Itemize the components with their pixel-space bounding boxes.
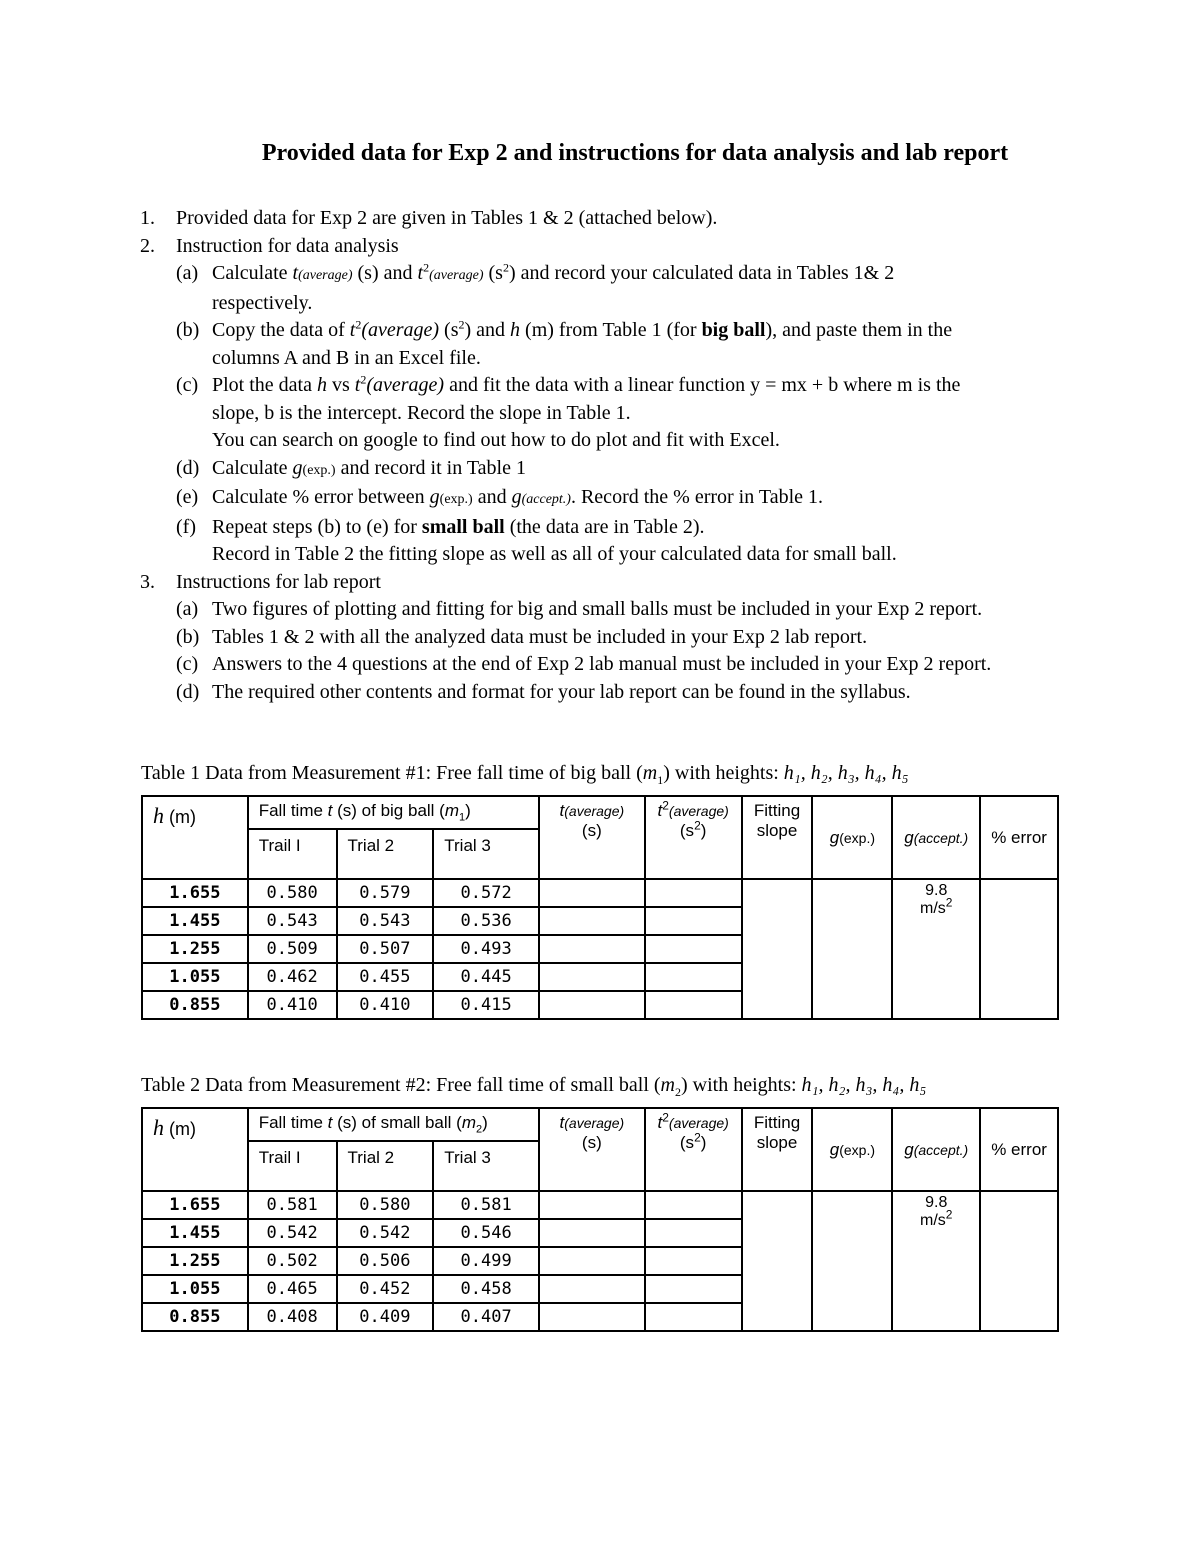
table2-caption: Table 2 Data from Measurement #2: Free fall time of small ball $(m_2)$ with heights: h₁, h₂, h₃, h₄, h₅ — [141, 1074, 927, 1099]
table2-trial-1: Trail I — [248, 1141, 337, 1191]
list-number: 1. — [140, 207, 155, 229]
table2-header-fitting-slope: Fitting slope — [742, 1108, 813, 1191]
empty-cell — [645, 1191, 742, 1219]
empty-cell — [812, 1191, 892, 1331]
table1-header-gaccept: g(accept.) — [892, 796, 980, 879]
sub-item-2c-cont: slope, b is the intercept. Record the slope in Table 1. — [212, 401, 631, 424]
table2-header-gaccept: g(accept.) — [892, 1108, 980, 1191]
empty-cell — [980, 879, 1058, 1019]
empty-cell — [742, 879, 813, 1019]
table1-header-gexp: g(exp.) — [812, 796, 892, 879]
table2-trial-2: Trial 2 — [337, 1141, 434, 1191]
empty-cell — [645, 1303, 742, 1331]
list-text: Provided data for Exp 2 are given in Tables 1 & 2 (attached below). — [176, 207, 718, 229]
empty-cell — [539, 1303, 645, 1331]
table-row: 1.255 0.509 0.507 0.493 — [142, 935, 1058, 963]
empty-cell — [539, 935, 645, 963]
sub-item-2a: (a) Calculate t(average) (s) and $t^2(average)$ $(s^2)$ and record your calculated data in Tables 1& 2 — [176, 260, 895, 284]
table-row: 1.055 0.465 0.452 0.458 — [142, 1275, 1058, 1303]
sub-item-2b: (b) Copy the data of $t^2(average)$ $(s^2)$ and h (m) from Table 1 (for big ball), and paste them in the — [176, 317, 953, 341]
empty-cell — [539, 963, 645, 991]
empty-cell — [812, 879, 892, 1019]
empty-cell — [645, 1247, 742, 1275]
list-text: Instruction for data analysis — [176, 234, 399, 257]
sub-item-2a-cont: respectively. — [212, 291, 313, 314]
sub-item-2f-cont: Record in Table 2 the fitting slope as well as all of your calculated data for small ball. — [212, 543, 897, 565]
table2-header-gexp: g(exp.) — [812, 1108, 892, 1191]
table1-header-h: h (m) — [142, 796, 248, 879]
empty-cell — [645, 991, 742, 1019]
table-row: 0.855 0.410 0.410 0.415 — [142, 991, 1058, 1019]
table1-trial-3: Trial 3 — [433, 829, 539, 879]
table2-gaccept-value: 9.8 $m/s^2$ — [892, 1191, 980, 1331]
table1-caption: Table 1 Data from Measurement #1: Free fall time of big ball $(m_1)$ with heights: h₁, h₂, h₃, h₄, h₅ — [141, 762, 909, 787]
table1-header-falltime: Fall time t (s) of big ball $(m_1)$ — [248, 796, 539, 829]
sub-item-3c: (c) Answers to the 4 questions at the end of Exp 2 lab manual must be included in your Exp 2 report. — [176, 653, 992, 675]
table2-header-falltime: Fall time t (s) of small ball $(m_2)$ — [248, 1108, 539, 1141]
empty-cell — [980, 1191, 1058, 1331]
sub-item-2d: (d) Calculate g(exp.) and record it in Table 1 — [176, 456, 526, 479]
table1-header-t2avg: $t^2(average)$ $(s^2)$ — [645, 796, 742, 879]
table2-header-tavg: t(average) (s) — [539, 1108, 645, 1191]
table-row: 1.455 0.542 0.542 0.546 — [142, 1219, 1058, 1247]
list-text: Instructions for lab report — [176, 570, 381, 593]
empty-cell — [645, 1275, 742, 1303]
empty-cell — [645, 907, 742, 935]
table1-trial-1: Trail I — [248, 829, 337, 879]
table2-header-h: h (m) — [142, 1108, 248, 1191]
list-item-3 — [140, 569, 1140, 597]
empty-cell — [742, 1191, 813, 1331]
table1-header-error: % error — [980, 796, 1058, 879]
table2-header-t2avg: $t^2(average)$ $(s^2)$ — [645, 1108, 742, 1191]
sub-item-3d: (d) The required other contents and format for your lab report can be found in the syllabus. — [176, 680, 911, 703]
table2-header-error: % error — [980, 1108, 1058, 1191]
sub-item-2c-cont2: You can search on google to find out how to do plot and fit with Excel. — [212, 429, 780, 451]
table2 — [141, 1107, 1059, 1332]
sub-item-3a: (a) Two figures of plotting and fitting for big and small balls must be included in your Exp 2 report. — [176, 598, 983, 620]
empty-cell — [645, 879, 742, 907]
table1-gaccept-value: 9.8 $m/s^2$ — [892, 879, 980, 1019]
empty-cell — [645, 1219, 742, 1247]
instruction-list — [140, 205, 1140, 706]
table1-header-fitting-slope: Fitting slope — [742, 796, 813, 879]
list-item-1 — [140, 205, 1140, 233]
empty-cell — [645, 935, 742, 963]
table-row: 1.655 0.580 0.579 0.572 9.8 $m/s^2$ — [142, 879, 1058, 907]
table1-header-tavg: t(average) (s) — [539, 796, 645, 879]
list-item-2 — [140, 233, 1140, 261]
empty-cell — [645, 963, 742, 991]
empty-cell — [539, 991, 645, 1019]
empty-cell — [539, 1275, 645, 1303]
list-number: 2. — [140, 234, 155, 257]
empty-cell — [539, 1191, 645, 1219]
sub-item-2e: (e) Calculate % error between g(exp.) and g(accept.). Record the % error in Table 1. — [176, 486, 823, 508]
empty-cell — [539, 1247, 645, 1275]
table-row: 1.455 0.543 0.543 0.536 — [142, 907, 1058, 935]
table-row: 1.655 0.581 0.580 0.581 9.8 $m/s^2$ — [142, 1191, 1058, 1219]
sub-item-2c: (c) Plot the data h vs $t^2(average)$ and fit the data with a linear function y = mx + b where m is the — [176, 372, 961, 396]
empty-cell — [539, 907, 645, 935]
table-row: 1.055 0.462 0.455 0.445 — [142, 963, 1058, 991]
sub-item-3b: (b) Tables 1 & 2 with all the analyzed data must be included in your Exp 2 lab report. — [176, 625, 868, 648]
page-title: Provided data for Exp 2 and instructions for data analysis and lab report — [261, 140, 1009, 166]
empty-cell — [539, 1219, 645, 1247]
list-number: 3. — [140, 570, 155, 593]
sub-item-2f: (f) Repeat steps (b) to (e) for small ball (the data are in Table 2). — [176, 515, 705, 538]
table1-trial-2: Trial 2 — [337, 829, 434, 879]
table2-trial-3: Trial 3 — [433, 1141, 539, 1191]
empty-cell — [539, 879, 645, 907]
table1 — [141, 795, 1059, 1020]
table-row: 0.855 0.408 0.409 0.407 — [142, 1303, 1058, 1331]
table-row: 1.255 0.502 0.506 0.499 — [142, 1247, 1058, 1275]
sub-item-2b-cont: columns A and B in an Excel file. — [212, 346, 481, 369]
